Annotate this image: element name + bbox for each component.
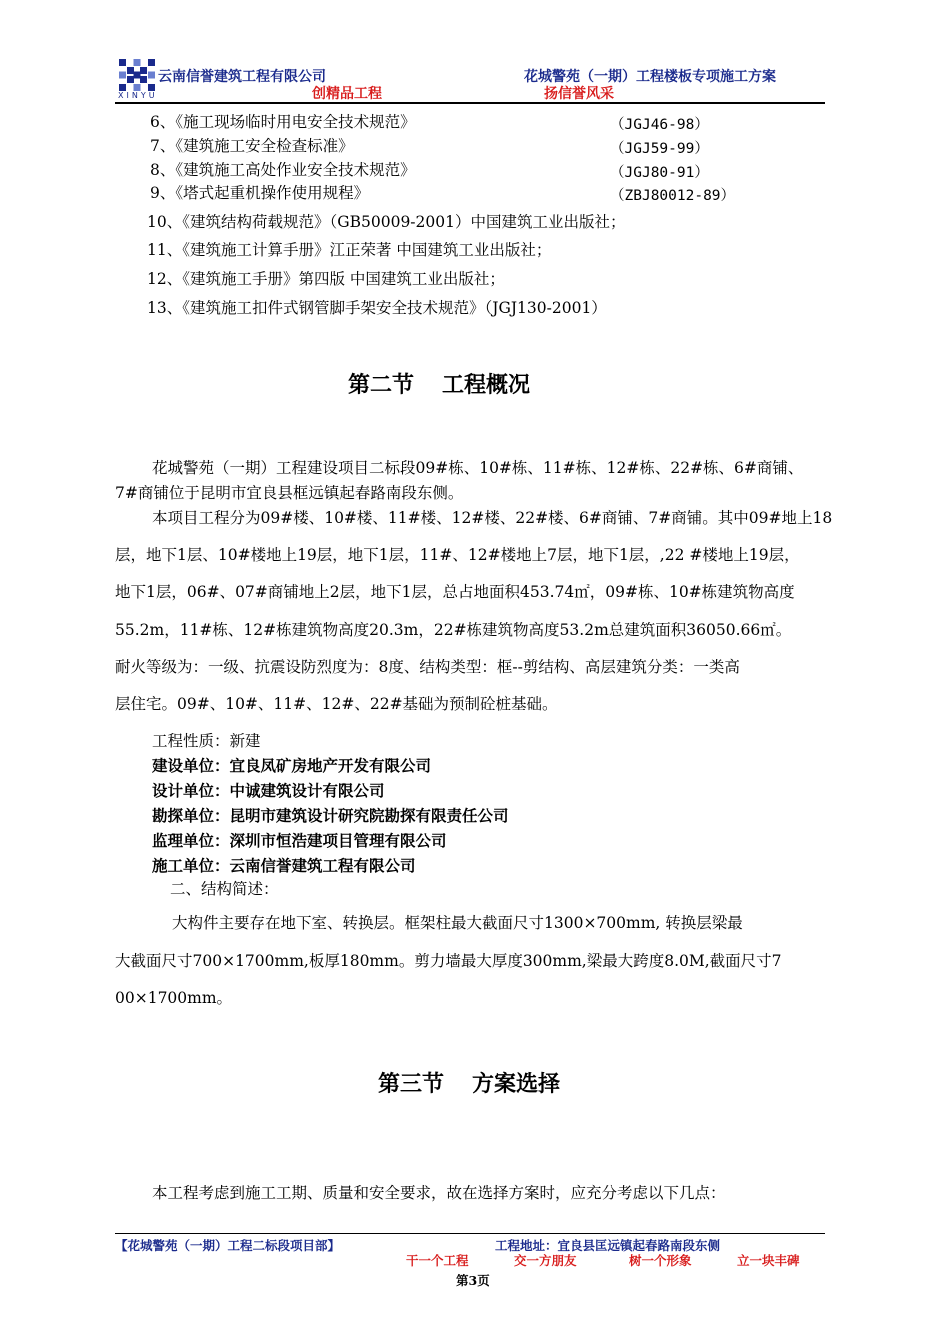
section-heading: 第二节 工程概况	[348, 373, 531, 398]
paragraph-line: 花城警苑（一期）工程建设项目二标段09#栋、10#栋、11#栋、12#栋、22#栋、6#商铺、	[152, 459, 804, 477]
reference-code: （JGJ59-99）	[610, 141, 709, 157]
reference-item: 11、《建筑施工计算手册》江正荣著 中国建筑工业出版社；	[147, 241, 552, 259]
paragraph-line: 大截面尺寸700×1700mm,板厚180mm。剪力墙最大厚度300mm,梁最大跨度8.0M,截面尺寸7	[115, 952, 782, 970]
footer-department: 【花城警苑（一期）工程二标段项目部】	[115, 1238, 341, 1253]
reference-item: 12、《建筑施工手册》第四版 中国建筑工业出版社；	[147, 270, 505, 288]
paragraph-line: 00×1700mm。	[115, 989, 233, 1007]
footer-motto: 交一方朋友	[514, 1253, 577, 1268]
slogan-right: 扬信誉风采	[544, 86, 614, 102]
owner-unit: 建设单位：宜良凤矿房地产开发有限公司	[152, 757, 432, 775]
reference-item: 8、《建筑施工高处作业安全技术规范》	[150, 161, 416, 179]
reference-item: 9、《塔式起重机操作使用规程》	[150, 184, 370, 202]
paragraph-line: 55.2m，11#栋、12#栋建筑物高度20.3m，22#栋建筑物高度53.2m总建筑面积36050.66㎡。	[115, 621, 792, 639]
paragraph-line: 层住宅。09#、10#、11#、12#、22#基础为预制砼桩基础。	[115, 695, 558, 713]
company-logo-icon	[117, 57, 157, 93]
project-nature: 工程性质：新建	[152, 732, 261, 750]
paragraph-line: 层，地下1层、10#楼地上19层，地下1层，11#、12#楼地上7层，地下1层，,22 #楼地上19层，	[115, 546, 800, 564]
construction-unit: 施工单位：云南信誉建筑工程有限公司	[152, 857, 416, 875]
footer-motto: 树一个形象	[629, 1253, 692, 1268]
survey-unit: 勘探单位：昆明市建筑设计研究院勘探有限责任公司	[152, 807, 509, 825]
header-divider	[115, 102, 825, 104]
logo-caption: XINYU	[118, 91, 158, 100]
reference-item: 10、《建筑结构荷载规范》（GB50009-2001）中国建筑工业出版社；	[147, 213, 626, 231]
footer-divider	[115, 1233, 825, 1234]
paragraph-line: 7#商铺位于昆明市宜良县框远镇起春路南段东侧。	[115, 484, 464, 502]
reference-item: 13、《建筑施工扣件式钢管脚手架安全技术规范》（JGJ130-2001）	[147, 299, 607, 317]
design-unit: 设计单位：中诚建筑设计有限公司	[152, 782, 385, 800]
paragraph-line: 耐火等级为：一级、抗震设防烈度为：8度、结构类型：框--剪结构、高层建筑分类：一类高	[115, 658, 740, 676]
page-number: 第3页	[456, 1273, 490, 1288]
reference-item: 6、《施工现场临时用电安全技术规范》	[150, 113, 416, 131]
reference-code: （JGJ80-91）	[610, 165, 709, 181]
reference-code: （JGJ46-98）	[610, 117, 709, 133]
section-heading: 第三节 方案选择	[378, 1072, 561, 1097]
reference-item: 7、《建筑施工安全检查标准》	[150, 137, 354, 155]
supervision-unit: 监理单位：深圳市恒浩建项目管理有限公司	[152, 832, 447, 850]
footer-motto: 干一个工程	[406, 1253, 469, 1268]
reference-code: （ZBJ80012-89）	[610, 188, 736, 204]
document-title: 花城警苑（一期）工程楼板专项施工方案	[524, 69, 776, 85]
paragraph-line: 地下1层，06#、07#商铺地上2层，地下1层，总占地面积453.74㎡，09#栋、10#栋建筑物高度	[115, 583, 795, 601]
slogan-left: 创精品工程	[312, 86, 382, 102]
paragraph-line: 本工程考虑到施工工期、质量和安全要求，故在选择方案时，应充分考虑以下几点：	[152, 1184, 726, 1202]
footer-motto: 立一块丰碑	[737, 1253, 800, 1268]
subsection-heading: 二、结构简述：	[170, 880, 279, 898]
company-name: 云南信誉建筑工程有限公司	[158, 69, 326, 85]
paragraph-line: 本项目工程分为09#楼、10#楼、11#楼、12#楼、22#楼、6#商铺、7#商铺。其中09#地上18	[152, 509, 833, 527]
footer-address: 工程地址：宜良县匡远镇起春路南段东侧	[495, 1238, 721, 1253]
paragraph-line: 大构件主要存在地下室、转换层。框架柱最大截面尺寸1300×700mm, 转换层梁最	[172, 914, 743, 932]
